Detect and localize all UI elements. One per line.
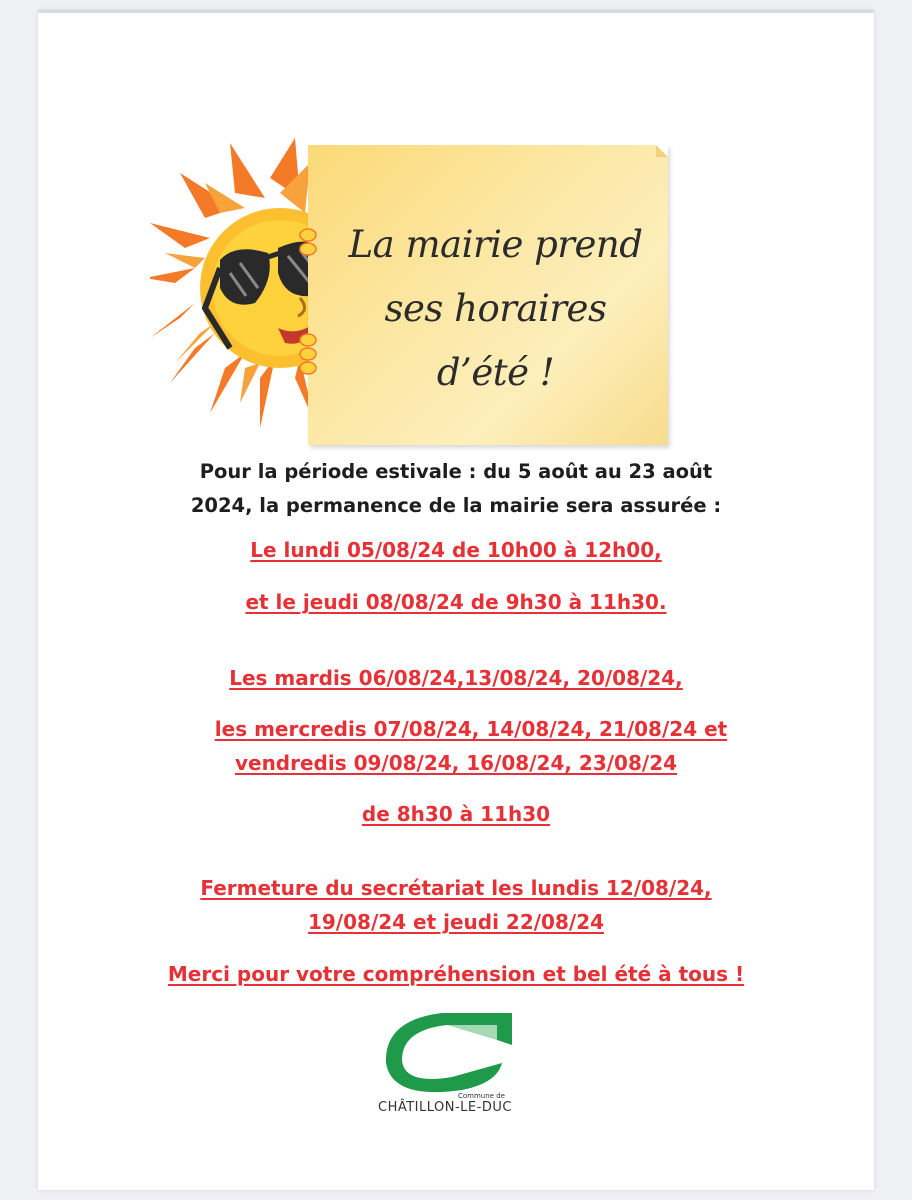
sun-fingers-icon: [296, 225, 318, 375]
sign-corner: [656, 145, 668, 157]
schedule-hours: de 8h30 à 11h30: [361, 802, 551, 826]
sign-line-2: ses horaires: [384, 287, 607, 330]
schedule-monday: Le lundi 05/08/24 de 10h00 à 12h00,: [250, 538, 662, 562]
logo-commune-label: Commune de: [458, 1092, 505, 1100]
top-divider: [38, 10, 874, 13]
closure-line-1: Fermeture du secrétariat les lundis 12/08/24,: [200, 876, 712, 900]
thanks-message: Merci pour votre compréhension et bel été à tous !: [167, 962, 745, 986]
sign-line-1: La mairie prend: [348, 223, 643, 266]
intro-text: [38, 455, 874, 523]
schedule-wednesdays: les mercredis 07/08/24, 14/08/24, 21/08/24 et: [214, 717, 728, 741]
logo-commune-name: CHÂTILLON-LE-DUC: [378, 1100, 512, 1115]
schedule-thursday: et le jeudi 08/08/24 de 9h30 à 11h30.: [245, 590, 667, 614]
schedule-tuesdays: Les mardis 06/08/24,13/08/24, 20/08/24,: [229, 666, 683, 690]
closure-line-2: 19/08/24 et jeudi 22/08/24: [307, 910, 605, 934]
schedule-fridays: vendredis 09/08/24, 16/08/24, 23/08/24: [234, 751, 678, 775]
sign-line-3: d’été !: [436, 351, 555, 394]
intro-line-2: 2024, la permanence de la mairie sera assurée :: [190, 494, 722, 517]
flyer-page: [38, 10, 874, 1190]
intro-line-1: Pour la période estivale : du 5 août au 23 août: [199, 460, 713, 483]
summer-hours-sign: [308, 145, 668, 445]
sign-title: [333, 213, 658, 405]
